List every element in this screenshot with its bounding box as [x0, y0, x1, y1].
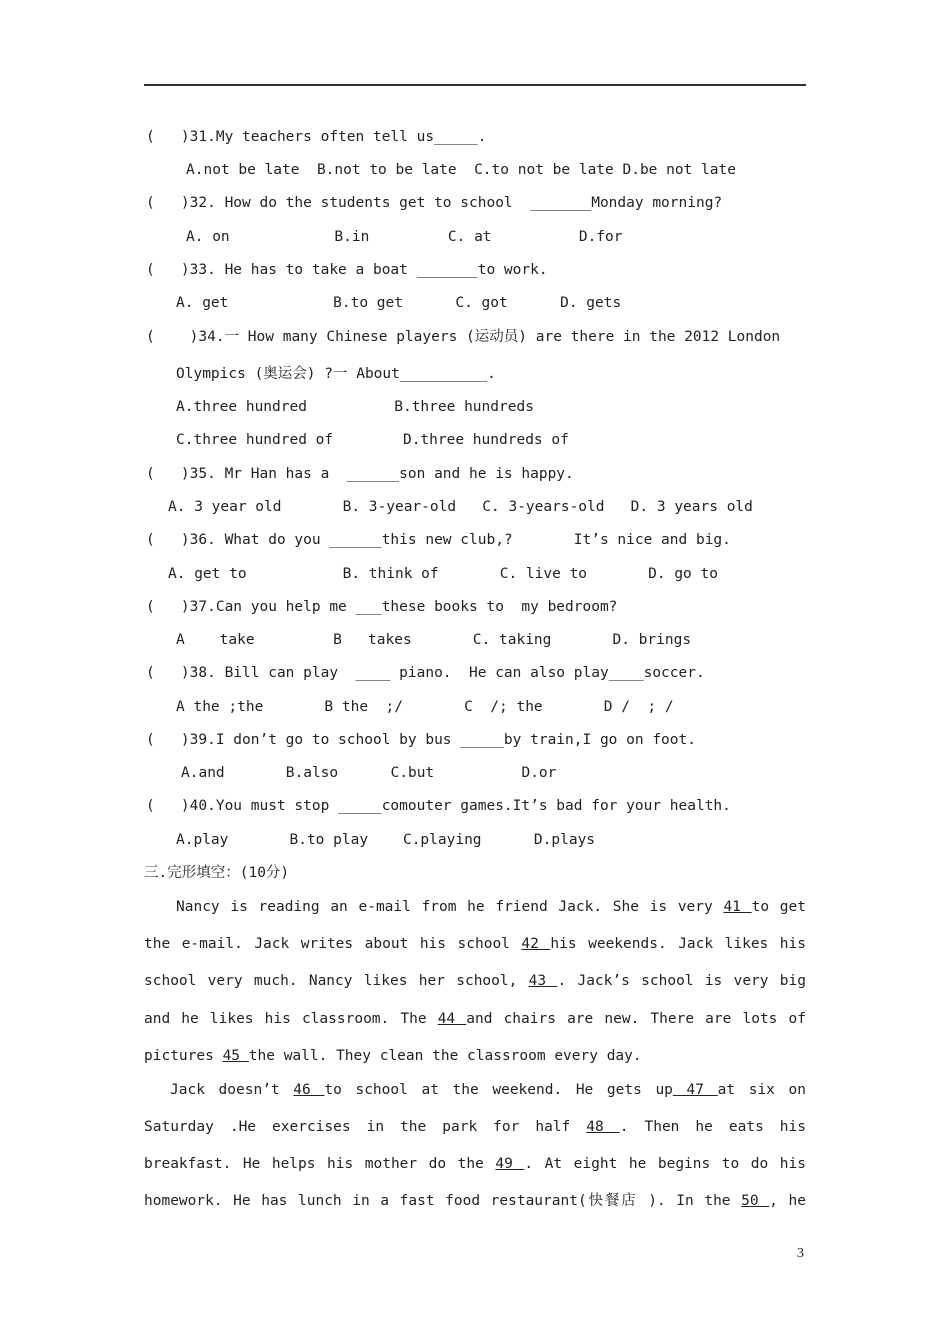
cloze-line: Nancy is reading an e-mail from he friend Jack. She is very 41 to get: [176, 899, 806, 915]
cloze-line: Saturday .He exercises in the park for half 48 . Then he eats his: [144, 1119, 806, 1135]
blank-42: 42: [521, 936, 551, 952]
question-31-stem: ( )31.My teachers often tell us_____.: [146, 129, 487, 145]
blank-46: 46: [293, 1082, 325, 1098]
question-39-options: A.and B.also C.but D.or: [181, 765, 557, 781]
blank-44: 44: [437, 1011, 467, 1027]
cloze-line: breakfast. He helps his mother do the 49 . At eight he begins to do his: [144, 1156, 806, 1172]
header-rule: [144, 84, 806, 86]
blank-47: 47: [672, 1082, 718, 1098]
page-number: 3: [797, 1246, 804, 1261]
question-34-stem: ( )34.一 How many Chinese players (运动员) are there in the 2012 London: [146, 329, 781, 345]
question-35-options: A. 3 year old B. 3-year-old C. 3-years-old D. 3 years old: [168, 499, 753, 515]
question-40-stem: ( )40.You must stop _____comouter games.It’s bad for your health.: [146, 798, 731, 814]
question-40-options: A.play B.to play C.playing D.plays: [176, 832, 596, 848]
question-37-stem: ( )37.Can you help me ___these books to my bedroom?: [146, 599, 618, 615]
question-33-options: A. get B.to get C. got D. gets: [176, 295, 622, 311]
question-31-options: A.not be late B.not to be late C.to not be late D.be not late: [186, 162, 736, 178]
question-35-stem: ( )35. Mr Han has a ______son and he is happy.: [146, 466, 574, 482]
question-36-options: A. get to B. think of C. live to D. go to: [168, 566, 718, 582]
blank-41: 41: [723, 899, 752, 915]
blank-50: 50: [741, 1193, 770, 1209]
question-32-stem: ( )32. How do the students get to school _______Monday morning?: [146, 195, 723, 211]
blank-49: 49: [495, 1156, 525, 1172]
question-33-stem: ( )33. He has to take a boat _______to work.: [146, 262, 548, 278]
blank-48: 48: [586, 1119, 620, 1135]
question-34-options-continued: C.three hundred of D.three hundreds of: [176, 432, 569, 448]
cloze-line: pictures 45 the wall. They clean the classroom every day.: [144, 1048, 642, 1064]
question-39-stem: ( )39.I don’t go to school by bus _____by train,I go on foot.: [146, 732, 696, 748]
question-34-stem-continued: Olympics (奥运会) ?一 About__________.: [176, 366, 496, 382]
section-heading: 三.完形填空：(10分): [144, 865, 290, 881]
blank-45: 45: [222, 1048, 249, 1064]
question-32-options: A. on B.in C. at D.for: [186, 229, 623, 245]
question-37-options: A take B takes C. taking D. brings: [176, 632, 692, 648]
cloze-line: and he likes his classroom. The 44 and chairs are new. There are lots of: [144, 1011, 806, 1027]
cloze-line: school very much. Nancy likes her school, 43 . Jack’s school is very big: [144, 973, 807, 989]
question-34-options: A.three hundred B.three hundreds: [176, 399, 534, 415]
question-36-stem: ( )36. What do you ______this new club,? It’s nice and big.: [146, 532, 731, 548]
question-38-options: A the ;the B the ;/ C /; the D / ; /: [176, 699, 674, 715]
question-38-stem: ( )38. Bill can play ____ piano. He can also play____soccer.: [146, 665, 705, 681]
cloze-line: Jack doesn’t 46 to school at the weekend. He gets up 47 at six on: [170, 1082, 806, 1098]
blank-43: 43: [528, 973, 558, 989]
cloze-line: the e-mail. Jack writes about his school 42 his weekends. Jack likes his: [144, 936, 806, 952]
cloze-line: homework. He has lunch in a fast food restaurant(快餐店 ). In the 50 , he: [144, 1193, 807, 1209]
